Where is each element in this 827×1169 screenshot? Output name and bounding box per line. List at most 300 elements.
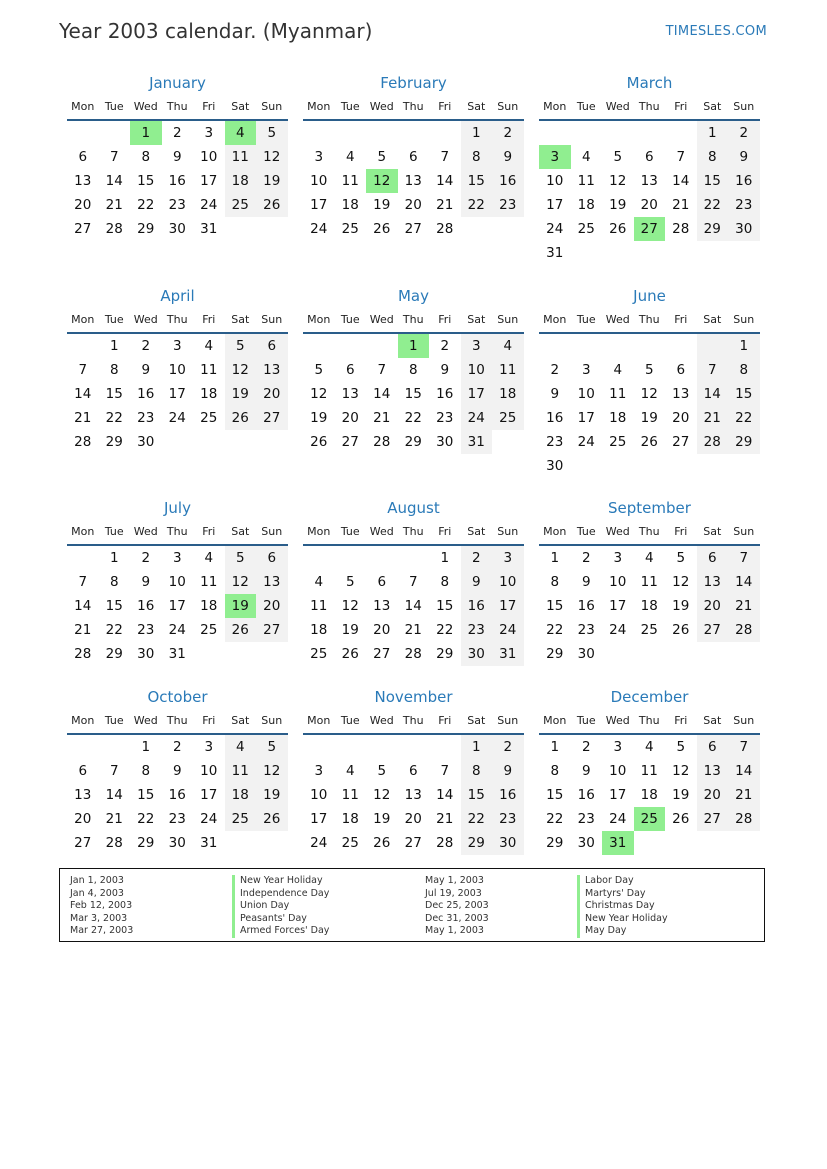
- day-cell: 1: [109, 338, 119, 354]
- day-cell: 6: [256, 334, 288, 358]
- day-cell: [728, 831, 760, 855]
- day-cell: 2: [550, 362, 560, 378]
- weekday-label: Fri: [674, 100, 688, 113]
- legend-holiday-name: New Year Holiday: [232, 875, 329, 888]
- day-cell: 11: [200, 362, 218, 378]
- day-cell: 11: [341, 173, 359, 189]
- day-cell: 19: [373, 811, 391, 827]
- day-cell: 2: [461, 546, 493, 570]
- day-cell: 16: [492, 783, 524, 807]
- day-cell: 10: [310, 173, 328, 189]
- weekday-label: Tue: [340, 714, 360, 727]
- day-cell: 9: [172, 149, 182, 165]
- day-cell: [602, 241, 634, 265]
- day-cell: 14: [697, 382, 729, 406]
- week-row: [539, 546, 760, 570]
- day-cell: 10: [492, 570, 524, 594]
- legend-left-names: [232, 875, 329, 938]
- day-cell: 19: [225, 382, 257, 406]
- weekday-label: Tue: [576, 525, 596, 538]
- week-row: [303, 334, 524, 358]
- day-cell: 31: [492, 642, 524, 666]
- day-cell: 19: [640, 410, 658, 426]
- day-cell: 8: [440, 574, 450, 590]
- week-row: [539, 241, 760, 265]
- day-cell: 11: [341, 787, 359, 803]
- day-cell: 21: [697, 406, 729, 430]
- week-row: [539, 193, 760, 217]
- day-cell: 9: [141, 362, 151, 378]
- day-cell: 5: [676, 739, 686, 755]
- day-cell: 16: [546, 410, 564, 426]
- weekday-label: Wed: [133, 100, 158, 113]
- day-cell: [67, 334, 99, 358]
- day-cell: 27: [697, 618, 729, 642]
- day-cell: 18: [341, 811, 359, 827]
- day-cell: 3: [492, 546, 524, 570]
- day-cell: 24: [200, 197, 218, 213]
- day-cell: 27: [341, 434, 359, 450]
- day-cell: 20: [256, 594, 288, 618]
- legend-left-dates: [70, 875, 133, 938]
- weekday-label: Wed: [369, 100, 394, 113]
- week-row: [539, 358, 760, 382]
- week-row: [539, 570, 760, 594]
- day-cell: [256, 642, 288, 666]
- day-cell: 23: [728, 193, 760, 217]
- week-row: [67, 594, 288, 618]
- day-cell: 11: [200, 574, 218, 590]
- day-cell: [697, 241, 729, 265]
- week-row: [67, 217, 288, 241]
- month-title: October: [147, 688, 208, 706]
- day-cell: 7: [728, 735, 760, 759]
- day-cell: 11: [492, 358, 524, 382]
- weekday-label: Wed: [369, 714, 394, 727]
- day-cell: [303, 546, 335, 570]
- day-cell: 22: [697, 193, 729, 217]
- day-cell: 24: [546, 221, 564, 237]
- day-cell: 6: [377, 574, 387, 590]
- day-cell: [366, 121, 398, 145]
- day-cell: 18: [200, 386, 218, 402]
- day-cell: [602, 334, 634, 358]
- weekday-header: [67, 310, 288, 334]
- site-link[interactable]: TIMESLES.COM: [665, 24, 767, 39]
- day-cell: [571, 454, 603, 478]
- day-cell: 1: [130, 121, 162, 145]
- weekday-label: Tue: [104, 714, 124, 727]
- day-cell: 2: [728, 121, 760, 145]
- month-june: [539, 286, 760, 478]
- day-cell: [398, 121, 430, 145]
- day-cell: [492, 430, 524, 454]
- day-cell: 1: [461, 121, 493, 145]
- day-cell: 20: [74, 197, 92, 213]
- week-row: [539, 618, 760, 642]
- day-cell: 6: [676, 362, 686, 378]
- day-cell: 31: [200, 221, 218, 237]
- day-cell: 12: [609, 173, 627, 189]
- day-cell: 21: [436, 197, 454, 213]
- weekday-label: Fri: [438, 714, 452, 727]
- day-cell: 14: [728, 570, 760, 594]
- day-cell: [398, 735, 430, 759]
- month-october: [67, 687, 288, 855]
- day-cell: 19: [225, 594, 257, 618]
- day-cell: 13: [74, 173, 92, 189]
- day-cell: 8: [109, 362, 119, 378]
- day-cell: 10: [200, 149, 218, 165]
- day-cell: 29: [546, 835, 564, 851]
- week-row: [539, 334, 760, 358]
- day-cell: 31: [461, 430, 493, 454]
- weekday-label: Mon: [543, 714, 567, 727]
- day-cell: 9: [440, 362, 450, 378]
- day-cell: 10: [168, 362, 186, 378]
- week-row: [67, 145, 288, 169]
- day-cell: 21: [672, 197, 690, 213]
- month-title: May: [397, 287, 429, 305]
- day-cell: 11: [225, 759, 257, 783]
- weekday-label: Wed: [605, 525, 630, 538]
- day-cell: 14: [373, 386, 391, 402]
- day-cell: 11: [577, 173, 595, 189]
- day-cell: 23: [492, 807, 524, 831]
- day-cell: 23: [577, 622, 595, 638]
- day-cell: [162, 430, 194, 454]
- day-cell: 1: [550, 550, 560, 566]
- day-cell: 6: [78, 763, 88, 779]
- weekday-label: Mon: [71, 313, 95, 326]
- day-cell: 17: [168, 598, 186, 614]
- day-cell: 12: [225, 358, 257, 382]
- day-cell: [303, 121, 335, 145]
- week-row: [539, 121, 760, 145]
- day-cell: 9: [492, 145, 524, 169]
- month-title: January: [149, 74, 206, 92]
- day-cell: 14: [436, 173, 454, 189]
- day-cell: 10: [200, 763, 218, 779]
- day-cell: 26: [672, 811, 690, 827]
- legend-holiday-date: May 1, 2003: [425, 925, 484, 936]
- day-cell: [429, 735, 461, 759]
- day-cell: 24: [492, 618, 524, 642]
- day-cell: 20: [404, 811, 422, 827]
- day-cell: [665, 454, 697, 478]
- day-cell: [602, 642, 634, 666]
- month-january: [67, 73, 288, 241]
- day-cell: [429, 121, 461, 145]
- day-cell: 29: [404, 434, 422, 450]
- week-row: [67, 807, 288, 831]
- day-cell: 21: [373, 410, 391, 426]
- day-cell: 20: [256, 382, 288, 406]
- month-may: [303, 286, 524, 454]
- day-cell: 5: [377, 149, 387, 165]
- day-cell: 30: [492, 831, 524, 855]
- weekday-header: [303, 711, 524, 735]
- month-title: February: [380, 74, 447, 92]
- day-cell: [99, 735, 131, 759]
- day-cell: 27: [404, 221, 422, 237]
- day-cell: 17: [609, 598, 627, 614]
- month-title: November: [374, 688, 453, 706]
- day-cell: 1: [461, 735, 493, 759]
- weekday-label: Tue: [104, 525, 124, 538]
- day-cell: [728, 241, 760, 265]
- week-row: [303, 570, 524, 594]
- day-cell: 3: [172, 338, 182, 354]
- day-cell: 30: [436, 434, 454, 450]
- day-cell: 5: [314, 362, 324, 378]
- day-cell: 22: [728, 406, 760, 430]
- day-cell: 16: [137, 598, 155, 614]
- weekday-label: Sat: [231, 714, 250, 727]
- weekday-label: Sun: [733, 714, 755, 727]
- weekday-label: Mon: [71, 525, 95, 538]
- day-cell: 24: [609, 622, 627, 638]
- weekday-label: Fri: [438, 100, 452, 113]
- week-row: [303, 735, 524, 759]
- weekday-label: Wed: [605, 100, 630, 113]
- day-cell: 26: [256, 807, 288, 831]
- day-cell: [634, 642, 666, 666]
- day-cell: 24: [310, 221, 328, 237]
- weekday-label: Thu: [402, 714, 424, 727]
- legend-holiday-date: Dec 25, 2003: [425, 900, 489, 911]
- week-row: [539, 169, 760, 193]
- day-cell: 27: [256, 618, 288, 642]
- day-cell: 16: [728, 169, 760, 193]
- day-cell: 13: [697, 759, 729, 783]
- day-cell: 23: [577, 811, 595, 827]
- day-cell: [634, 121, 666, 145]
- day-cell: 25: [341, 221, 359, 237]
- weekday-label: Mon: [307, 525, 331, 538]
- day-cell: 20: [697, 783, 729, 807]
- day-cell: 22: [105, 410, 123, 426]
- day-cell: 8: [697, 145, 729, 169]
- week-row: [303, 193, 524, 217]
- day-cell: 18: [341, 197, 359, 213]
- day-cell: [634, 454, 666, 478]
- day-cell: 17: [310, 811, 328, 827]
- legend-right-names: [577, 875, 668, 938]
- day-cell: [602, 454, 634, 478]
- weekday-label: Sat: [703, 714, 722, 727]
- day-cell: 22: [137, 197, 155, 213]
- week-row: [67, 831, 288, 855]
- day-cell: 3: [314, 149, 324, 165]
- day-cell: 27: [256, 406, 288, 430]
- day-cell: 29: [546, 646, 564, 662]
- week-row: [539, 217, 760, 241]
- day-cell: 24: [200, 811, 218, 827]
- day-cell: 11: [640, 574, 658, 590]
- day-cell: 30: [546, 458, 564, 474]
- day-cell: 9: [461, 570, 493, 594]
- weekday-label: Wed: [133, 714, 158, 727]
- day-cell: 25: [492, 406, 524, 430]
- day-cell: 16: [436, 386, 454, 402]
- month-november: [303, 687, 524, 855]
- day-cell: 11: [310, 598, 328, 614]
- week-row: [67, 546, 288, 570]
- weekday-label: Mon: [71, 100, 95, 113]
- day-cell: [665, 831, 697, 855]
- weekday-label: Thu: [402, 313, 424, 326]
- day-cell: 13: [404, 787, 422, 803]
- legend-holiday-date: Feb 12, 2003: [70, 900, 133, 911]
- day-cell: 4: [644, 550, 654, 566]
- day-cell: 7: [377, 362, 387, 378]
- day-cell: 27: [74, 221, 92, 237]
- day-cell: 8: [109, 574, 119, 590]
- day-cell: 25: [634, 807, 666, 831]
- weekday-label: Sat: [467, 714, 486, 727]
- day-cell: 1: [550, 739, 560, 755]
- day-cell: 22: [404, 410, 422, 426]
- day-cell: 2: [141, 550, 151, 566]
- legend-holiday-name: New Year Holiday: [577, 913, 668, 926]
- weekday-label: Mon: [307, 100, 331, 113]
- day-cell: 12: [672, 763, 690, 779]
- day-cell: 24: [577, 434, 595, 450]
- day-cell: 22: [137, 811, 155, 827]
- day-cell: 3: [613, 739, 623, 755]
- month-august: [303, 498, 524, 666]
- week-row: [67, 406, 288, 430]
- day-cell: [461, 217, 493, 241]
- week-row: [303, 546, 524, 570]
- day-cell: 14: [672, 173, 690, 189]
- day-cell: 5: [225, 546, 257, 570]
- day-cell: [99, 121, 131, 145]
- day-cell: 18: [200, 598, 218, 614]
- day-cell: 1: [398, 334, 430, 358]
- day-cell: 26: [341, 646, 359, 662]
- day-cell: 16: [137, 386, 155, 402]
- day-cell: 26: [609, 221, 627, 237]
- day-cell: 13: [256, 358, 288, 382]
- day-cell: 31: [546, 245, 564, 261]
- day-cell: 17: [200, 173, 218, 189]
- day-cell: [665, 121, 697, 145]
- week-row: [303, 217, 524, 241]
- day-cell: 15: [137, 173, 155, 189]
- day-cell: 23: [546, 434, 564, 450]
- week-row: [303, 618, 524, 642]
- day-cell: 17: [546, 197, 564, 213]
- day-cell: 5: [613, 149, 623, 165]
- week-row: [67, 358, 288, 382]
- day-cell: 19: [256, 169, 288, 193]
- day-cell: [225, 430, 257, 454]
- day-cell: 8: [461, 759, 493, 783]
- legend-holiday-date: Jan 1, 2003: [70, 875, 124, 886]
- month-march: [539, 73, 760, 265]
- week-row: [67, 334, 288, 358]
- day-cell: 30: [168, 835, 186, 851]
- weekday-label: Fri: [674, 313, 688, 326]
- weekday-header: [539, 97, 760, 121]
- day-cell: 3: [204, 125, 214, 141]
- weekday-label: Fri: [202, 525, 216, 538]
- day-cell: 9: [581, 574, 591, 590]
- legend-holiday-name: Armed Forces' Day: [232, 925, 329, 938]
- day-cell: 29: [137, 835, 155, 851]
- day-cell: 20: [697, 594, 729, 618]
- day-cell: 9: [141, 574, 151, 590]
- day-cell: 19: [310, 410, 328, 426]
- week-row: [539, 783, 760, 807]
- day-cell: 8: [141, 763, 151, 779]
- day-cell: 13: [256, 570, 288, 594]
- day-cell: [728, 454, 760, 478]
- weekday-label: Thu: [166, 714, 188, 727]
- day-cell: [366, 334, 398, 358]
- day-cell: 12: [672, 574, 690, 590]
- day-cell: 4: [204, 338, 214, 354]
- day-cell: 17: [609, 787, 627, 803]
- week-row: [67, 121, 288, 145]
- day-cell: 3: [314, 763, 324, 779]
- month-title: June: [633, 287, 666, 305]
- weekday-label: Sun: [261, 525, 283, 538]
- day-cell: 19: [373, 197, 391, 213]
- day-cell: 21: [105, 811, 123, 827]
- legend-holiday-name: Peasants' Day: [232, 913, 329, 926]
- day-cell: 12: [341, 598, 359, 614]
- day-cell: 4: [613, 362, 623, 378]
- day-cell: 2: [172, 125, 182, 141]
- day-cell: [634, 831, 666, 855]
- legend-holiday-name: Christmas Day: [577, 900, 668, 913]
- day-cell: 22: [546, 622, 564, 638]
- day-cell: [335, 334, 367, 358]
- day-cell: 12: [256, 145, 288, 169]
- day-cell: 16: [492, 169, 524, 193]
- day-cell: 24: [461, 406, 493, 430]
- weekday-label: Tue: [340, 313, 360, 326]
- day-cell: 19: [256, 783, 288, 807]
- week-row: [303, 121, 524, 145]
- day-cell: 9: [728, 145, 760, 169]
- day-cell: 6: [78, 149, 88, 165]
- day-cell: 14: [105, 173, 123, 189]
- weekday-label: Sun: [733, 100, 755, 113]
- day-cell: 7: [676, 149, 686, 165]
- day-cell: 14: [74, 598, 92, 614]
- day-cell: 18: [310, 622, 328, 638]
- month-july: [67, 498, 288, 666]
- day-cell: 19: [609, 197, 627, 213]
- day-cell: [366, 735, 398, 759]
- day-cell: 20: [672, 410, 690, 426]
- day-cell: 7: [109, 763, 119, 779]
- day-cell: 20: [341, 410, 359, 426]
- day-cell: 27: [697, 807, 729, 831]
- weekday-header: [67, 711, 288, 735]
- day-cell: 1: [109, 550, 119, 566]
- day-cell: 10: [609, 763, 627, 779]
- day-cell: 29: [728, 430, 760, 454]
- weekday-label: Sun: [733, 525, 755, 538]
- weekday-label: Sat: [703, 313, 722, 326]
- day-cell: 28: [373, 434, 391, 450]
- day-cell: 23: [137, 410, 155, 426]
